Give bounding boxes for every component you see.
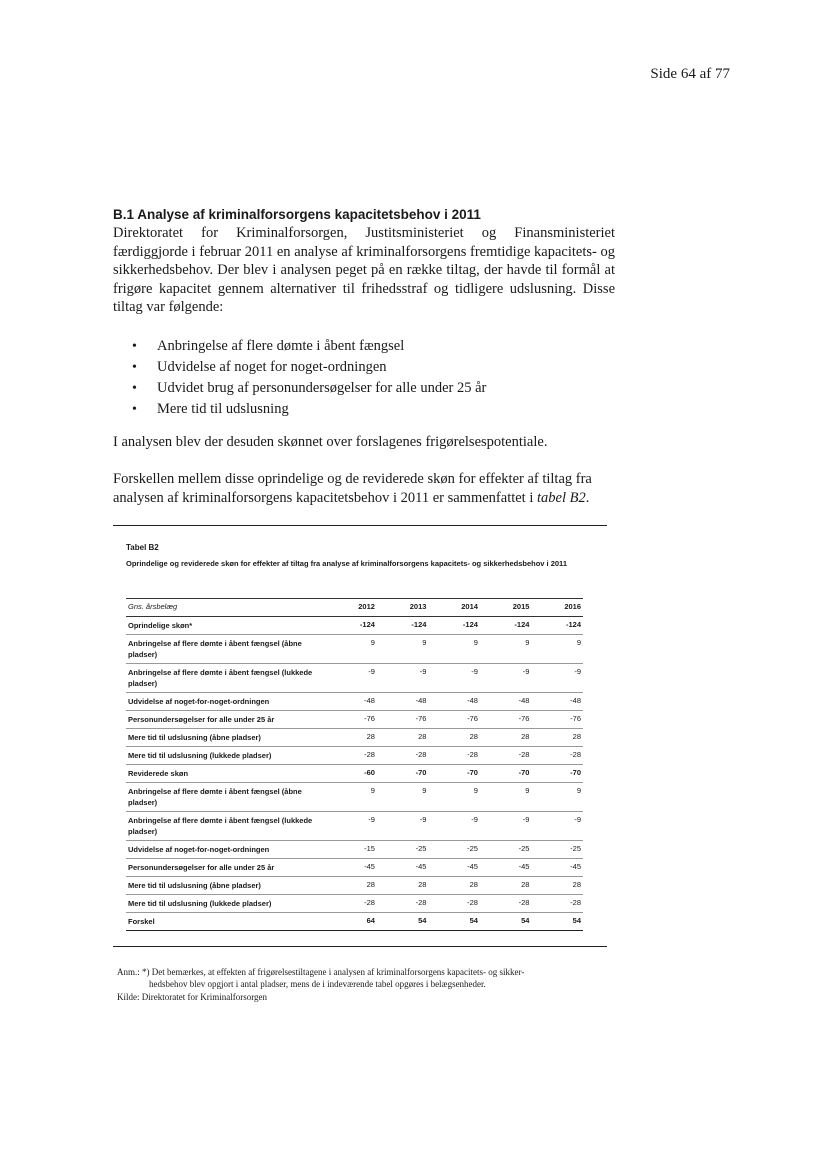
row-value: -124 <box>531 617 583 635</box>
row-value: -48 <box>325 693 377 711</box>
row-value: -70 <box>428 765 480 783</box>
row-label: Udvidelse af noget-for-noget-ordningen <box>126 841 325 859</box>
row-value: -28 <box>377 747 429 765</box>
row-value: -124 <box>377 617 429 635</box>
row-value: 64 <box>325 913 377 931</box>
row-value: -70 <box>531 765 583 783</box>
source-line: Kilde: Direktoratet for Kriminalforsorgen <box>117 992 268 1002</box>
row-value: -9 <box>531 664 583 693</box>
row-label: Personundersøgelser for alle under 25 år <box>126 711 325 729</box>
row-value: 28 <box>480 729 532 747</box>
row-value: -124 <box>428 617 480 635</box>
comparison-paragraph <box>113 470 623 507</box>
row-label: Mere tid til udslusning (lukkede pladser) <box>126 747 325 765</box>
row-value: -48 <box>428 693 480 711</box>
row-value: -9 <box>428 812 480 841</box>
table-row <box>126 617 583 635</box>
row-value: -45 <box>480 859 532 877</box>
row-value: -9 <box>325 664 377 693</box>
page-number: Side 64 af 77 <box>650 66 730 82</box>
table-caption: Oprindelige og reviderede skøn for effekter af tiltag fra analyse af kriminalforsorgens kapacitets- og sikkerhedsbehov i 2011 <box>126 559 567 568</box>
table-row <box>126 747 583 765</box>
measure-item: • Mere tid til udslusning <box>130 399 486 420</box>
table-row <box>126 895 583 913</box>
table-row <box>126 783 583 812</box>
row-value: -28 <box>377 895 429 913</box>
row-value: -45 <box>531 859 583 877</box>
column-header-year: 2015 <box>480 599 532 617</box>
row-value: 9 <box>325 635 377 664</box>
footnote-line: Anm.: *) Det bemærkes, at effekten af frigørelsestiltagene i analysen af kriminalforsorgens kapacitets- og sikker- <box>117 967 525 977</box>
row-value: -25 <box>480 841 532 859</box>
column-header-year: 2016 <box>531 599 583 617</box>
table-bottom-rule <box>113 946 607 947</box>
table-row <box>126 812 583 841</box>
row-value: -124 <box>480 617 532 635</box>
row-value: -45 <box>377 859 429 877</box>
row-label: Anbringelse af flere dømte i åbent fængsel (åbne pladser) <box>126 783 325 812</box>
row-value: -124 <box>325 617 377 635</box>
row-value: -76 <box>531 711 583 729</box>
comparison-end: . <box>585 489 590 506</box>
column-header-label: Gns. årsbelæg <box>126 599 325 617</box>
row-value: 28 <box>428 729 480 747</box>
row-value: -76 <box>428 711 480 729</box>
row-label: Udvidelse af noget-for-noget-ordningen <box>126 693 325 711</box>
table-top-rule <box>113 525 607 526</box>
row-label: Reviderede skøn <box>126 765 325 783</box>
footnote-line: hedsbehov blev opgjort i antal pladser, mens de i indeværende tabel opgøres i belægsenheder. <box>149 979 486 989</box>
row-value: 28 <box>325 877 377 895</box>
row-value: -48 <box>377 693 429 711</box>
row-value: 9 <box>480 635 532 664</box>
row-value: -9 <box>377 664 429 693</box>
row-label: Forskel <box>126 913 325 931</box>
measure-item: • Udvidet brug af personundersøgelser for alle under 25 år <box>130 378 486 399</box>
row-value: 28 <box>531 729 583 747</box>
row-value: -76 <box>325 711 377 729</box>
footnote <box>117 966 607 990</box>
row-value: 9 <box>531 635 583 664</box>
row-label: Mere tid til udslusning (åbne pladser) <box>126 877 325 895</box>
row-value: 54 <box>377 913 429 931</box>
column-header-year: 2013 <box>377 599 429 617</box>
section-heading: B.1 Analyse af kriminalforsorgens kapacitetsbehov i 2011 <box>113 207 481 222</box>
row-value: -28 <box>480 895 532 913</box>
row-label: Mere tid til udslusning (åbne pladser) <box>126 729 325 747</box>
row-value: 54 <box>531 913 583 931</box>
row-value: 28 <box>480 877 532 895</box>
row-value: 9 <box>428 783 480 812</box>
row-value: -28 <box>325 895 377 913</box>
table-label: Tabel B2 <box>126 543 159 552</box>
row-value: 9 <box>480 783 532 812</box>
row-label: Anbringelse af flere dømte i åbent fængsel (lukkede pladser) <box>126 664 325 693</box>
row-value: -60 <box>325 765 377 783</box>
measures-list <box>130 336 486 420</box>
row-value: -70 <box>377 765 429 783</box>
table-body <box>126 617 583 931</box>
row-value: -28 <box>428 895 480 913</box>
row-value: -9 <box>377 812 429 841</box>
row-label: Oprindelige skøn* <box>126 617 325 635</box>
row-value: 28 <box>428 877 480 895</box>
column-header-year: 2014 <box>428 599 480 617</box>
row-value: 9 <box>531 783 583 812</box>
row-value: -70 <box>480 765 532 783</box>
row-value: -28 <box>531 747 583 765</box>
row-value: -28 <box>428 747 480 765</box>
row-value: -76 <box>480 711 532 729</box>
row-label: Mere tid til udslusning (lukkede pladser) <box>126 895 325 913</box>
row-value: -28 <box>325 747 377 765</box>
table-row <box>126 765 583 783</box>
column-header-year: 2012 <box>325 599 377 617</box>
row-value: -25 <box>377 841 429 859</box>
row-value: -9 <box>531 812 583 841</box>
row-value: -9 <box>325 812 377 841</box>
table-row <box>126 693 583 711</box>
row-label: Anbringelse af flere dømte i åbent fængsel (åbne pladser) <box>126 635 325 664</box>
data-table <box>126 598 583 931</box>
row-label: Anbringelse af flere dømte i åbent fængsel (lukkede pladser) <box>126 812 325 841</box>
row-value: 28 <box>531 877 583 895</box>
measure-item: • Udvidelse af noget for noget-ordningen <box>130 357 486 378</box>
row-value: -48 <box>531 693 583 711</box>
table-row <box>126 664 583 693</box>
comparison-text: Forskellen mellem disse oprindelige og de reviderede skøn for effekter af tiltag fra analysen af kriminalforsorgens kapacitetsbehov i 2011 er sammenfattet i <box>113 471 592 506</box>
row-value: 9 <box>377 635 429 664</box>
row-value: 9 <box>377 783 429 812</box>
row-value: 28 <box>377 729 429 747</box>
table-row <box>126 729 583 747</box>
row-value: -48 <box>480 693 532 711</box>
row-value: -9 <box>428 664 480 693</box>
row-value: 28 <box>377 877 429 895</box>
table-row <box>126 635 583 664</box>
row-value: -28 <box>480 747 532 765</box>
table-row <box>126 877 583 895</box>
table-header-row <box>126 599 583 617</box>
row-value: -76 <box>377 711 429 729</box>
potential-paragraph: I analysen blev der desuden skønnet over forslagenes frigørelsespotentiale. <box>113 434 548 450</box>
table-row <box>126 711 583 729</box>
row-value: -9 <box>480 812 532 841</box>
row-value: 9 <box>428 635 480 664</box>
row-value: 54 <box>428 913 480 931</box>
table-reference: tabel B2 <box>537 489 586 506</box>
row-value: -25 <box>531 841 583 859</box>
row-label: Personundersøgelser for alle under 25 år <box>126 859 325 877</box>
intro-paragraph: Direktoratet for Kriminalforsorgen, Justitsministeriet og Finansministeriet færdiggjorde i februar 2011 en analyse af kriminalforsorgens fremtidige kapacitets- og sikkerhedsbehov. Der blev i analysen peget på en række tiltag, der havde til formål at frigøre kapacitet gennem alternativer til frihedsstraf og tidligere udslusning. Disse tiltag var følgende: <box>113 225 615 315</box>
row-value: -9 <box>480 664 532 693</box>
table-row <box>126 841 583 859</box>
table-row <box>126 859 583 877</box>
table-row <box>126 913 583 931</box>
row-value: 54 <box>480 913 532 931</box>
row-value: 28 <box>325 729 377 747</box>
row-value: -45 <box>325 859 377 877</box>
row-value: -25 <box>428 841 480 859</box>
measure-item: • Anbringelse af flere dømte i åbent fængsel <box>130 336 486 357</box>
row-value: -15 <box>325 841 377 859</box>
row-value: 9 <box>325 783 377 812</box>
row-value: -28 <box>531 895 583 913</box>
row-value: -45 <box>428 859 480 877</box>
